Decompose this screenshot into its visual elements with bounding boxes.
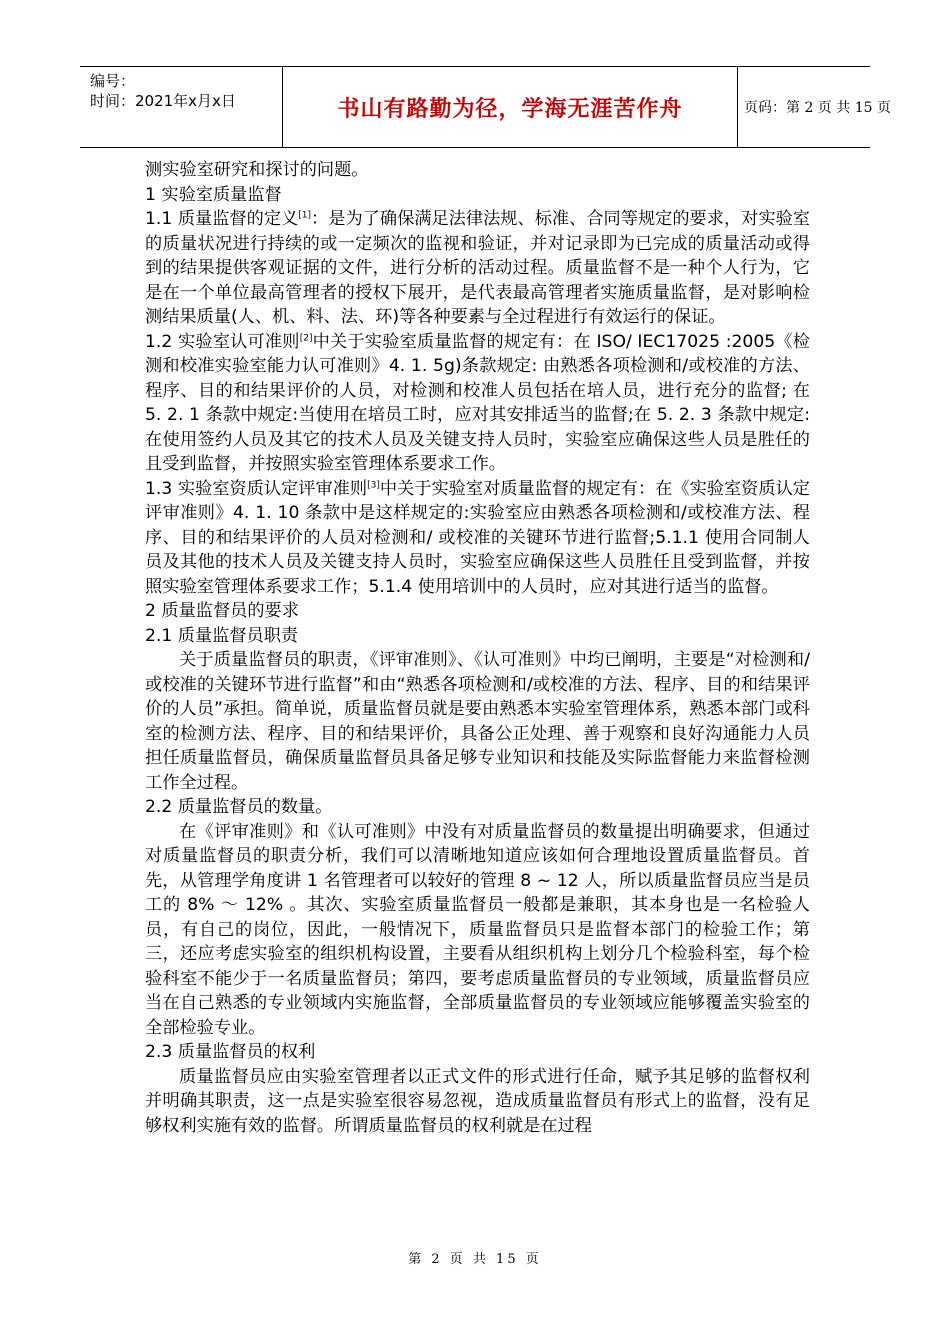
- citation-3: [3]: [367, 479, 380, 490]
- paragraph-continued: 测实验室研究和探讨的问题。: [145, 160, 369, 180]
- paragraph-1-3-lead: 1.3 实验室资质认定评审准则: [145, 478, 368, 499]
- paragraph-1-1-lead: 1.1 质量监督的定义: [145, 209, 299, 229]
- header-meta: [80, 67, 282, 147]
- document-body: [145, 158, 810, 1138]
- header-motto: 书山有路勤为径，学海无涯苦作舟: [337, 96, 683, 122]
- paragraph-1-2-lead: 1.2 实验室认可准则: [145, 331, 300, 352]
- paragraph-2-3: 质量监督员应由实验室管理者以正式文件的形式进行任命，赋予其足够的监督权利并明确其职责，这一点是实验室很容易忽视，造成质量监督员有形式上的监督，没有足够权利实施有效的监督。所谓质量监督员的权利就是在过程: [145, 1066, 810, 1136]
- header-page-number: 页码：第 2 页 共 15 页: [744, 100, 891, 116]
- citation-2: [2]: [299, 332, 313, 343]
- citation-1: [1]: [298, 210, 312, 221]
- paragraph-2-1: 关于质量监督员的职责，《评审准则》、《认可准则》中均已阐明，主要是“对检测和/或校准的关键环节进行监督”和由“熟悉各项检测和/或校准的方法、程序、目的和结果评价的人员”承担。简单说，质量监督员就是要由熟悉本实验室管理体系，熟悉本部门或科室的检测方法、程序、目的和结果评价，具备公正处理、善于观察和良好沟通能力人员担任质量监督员，确保质量监督员具备足够专业知识和技能及实际监督能力来监督检测工作全过程。: [145, 650, 810, 793]
- paragraph-1-3: [145, 477, 810, 600]
- paragraph-1-3-text: 中关于实验室对质量监督的规定有：在《实验室资质认定评审准则》4. 1. 10 条款中是这样规定的:实验室应由熟悉各项检测和/或校准方法、程序、目的和结果评价的人员对检测和/ 或校准的关键环节进行监督;5.1.1 使用合同制人员及其他的技术人员及关键支持人员时，实验室应确保这些人员胜任且受到监督，并按照实验室管理体系要求工作；5.1.4 使用培训中的人员时，应对其进行适当的监督。: [145, 478, 810, 597]
- header-motto-cell: [282, 67, 738, 147]
- paragraph-1-1: [145, 207, 810, 330]
- page-footer: 第 2 页 共 15 页: [408, 1252, 542, 1267]
- document-date-label: 时间：2021年x月x日: [90, 92, 236, 110]
- section-heading-1: 1 实验室质量监督: [145, 184, 282, 205]
- page-header: [80, 66, 891, 148]
- subsection-heading-2-1: 2.1 质量监督员职责: [145, 625, 299, 646]
- paragraph-1-2: [145, 330, 810, 477]
- subsection-heading-2-3: 2.3 质量监督员的权利: [145, 1042, 316, 1062]
- section-heading-2: 2 质量监督员的要求: [145, 601, 299, 621]
- subsection-heading-2-2: 2.2 质量监督员的数量。: [145, 797, 333, 817]
- paragraph-1-2-text: 中关于实验室质量监督的规定有：在 ISO/ IEC17025 :2005《检测和校准实验室能力认可准则》4. 1. 5g)条款规定: 由熟悉各项检测和/或校准的方法、程序、目的和结果评价的人员，对检测和校准人员包括在培人员，进行充分的监督; 在 5. 2. 1 条款中规定:当使用在培员工时，应对其安排适当的监督;在 5. 2. 3 条款中规定:在使用签约人员及其它的技术人员及关键支持人员时，实验室应确保这些人员是胜任的且受到监督，并按照实验室管理体系要求工作。: [145, 331, 810, 474]
- paragraph-2-2: 在《评审准则》和《认可准则》中没有对质量监督员的数量提出明确要求，但通过对质量监督员的职责分析，我们可以清晰地知道应该如何合理地设置质量监督员。首先，从管理学角度讲 1 名管理者可以较好的管理 8 ~ 12 人，所以质量监督员应当是员工的 8% ～ 12% 。其次、实验室质量监督员一般都是兼职，其本身也是一名检验人员，有自己的岗位，因此，一般情况下，质量监督员只是监督本部门的检验工作；第三，还应考虑实验室的组织机构设置，主要看从组织机构上划分几个检验科室，每个检验科室不能少于一名质量监督员；第四，要考虑质量监督员的专业领域，质量监督员应当在自己熟悉的专业领域内实施监督，全部质量监督员的专业领域应能够覆盖实验室的全部检验专业。: [145, 821, 810, 1038]
- document-number-label: 编号：: [90, 72, 136, 90]
- paragraph-1-1-text: ：是为了确保满足法律法规、标准、合同等规定的要求，对实验室的质量状况进行持续的或一定频次的监视和验证，并对记录即为已完成的质量活动或得到的结果提供客观证据的文件，进行分析的活动过程。质量监督不是一种个人行为，它是在一个单位最高管理者的授权下展开，是代表最高管理者实施质量监督，是对影响检测结果质量(人、机、料、法、环)等各种要素与全过程进行有效运行的保证。: [145, 209, 810, 327]
- header-page-cell: [736, 67, 891, 147]
